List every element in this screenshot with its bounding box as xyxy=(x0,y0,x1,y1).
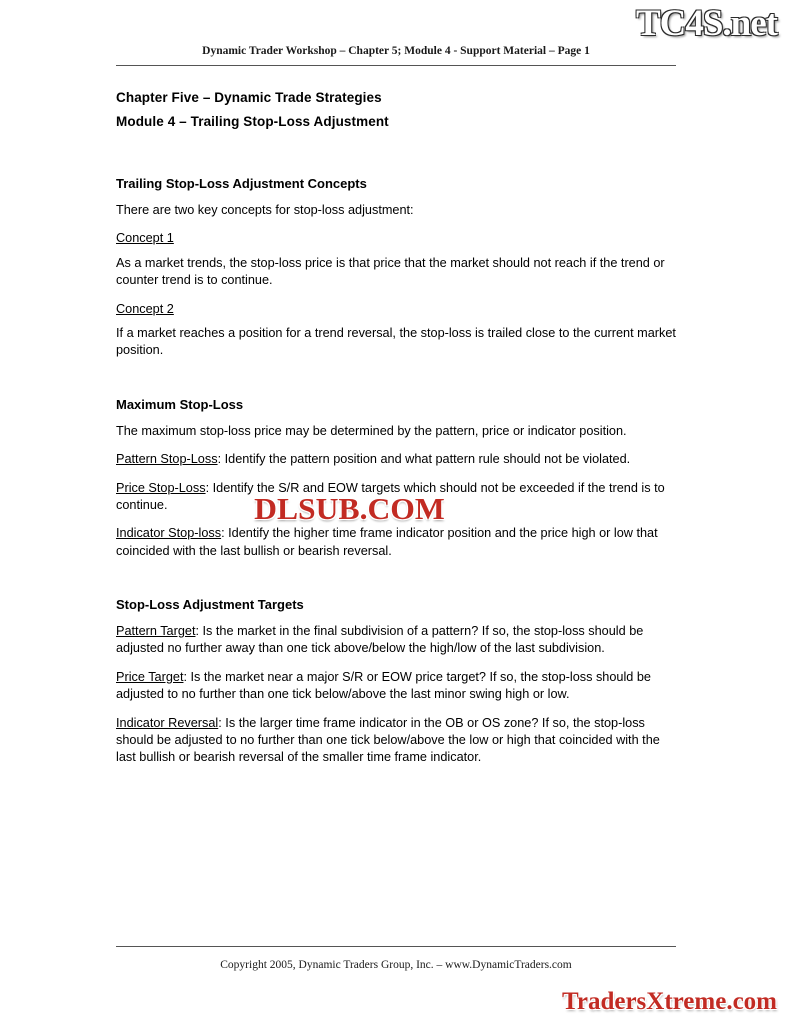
indicator-reversal-label: Indicator Reversal xyxy=(116,715,219,730)
pattern-target-label: Pattern Target xyxy=(116,624,196,639)
running-header: Dynamic Trader Workshop – Chapter 5; Module 4 - Support Material – Page 1 xyxy=(202,45,590,57)
footer-copyright: Copyright 2005, Dynamic Traders Group, Inc. – www.DynamicTraders.com xyxy=(220,959,572,971)
document-body xyxy=(116,90,676,778)
price-target-text: : Is the market near a major S/R or EOW price target? If so, the stop-loss should be adjusted to no further than one tick below/above the last minor swing high or low. xyxy=(116,669,651,702)
watermark-dlsub: DLSUB.COM xyxy=(254,491,445,526)
chapter-title: Chapter Five – Dynamic Trade Strategies xyxy=(116,90,382,105)
pattern-target-text: : Is the market in the final subdivision of a pattern? If so, the stop-loss should be adjusted no further away than one tick above/below the high/low of the last subdivision. xyxy=(116,624,644,656)
indicator-stop-loss-label: Indicator Stop-loss xyxy=(116,526,222,541)
indicator-reversal-text: : Is the larger time frame indicator in the OB or OS zone? If so, the stop-loss should be adjusted to no further than one tick below/above the low or high that coincided with the last bullish or bearish reversal of the smaller time frame indicator. xyxy=(116,715,660,765)
section-intro-concepts: There are two key concepts for stop-loss adjustment: xyxy=(116,203,414,217)
indicator-stop-loss-item xyxy=(116,525,676,560)
concept-1-text: As a market trends, the stop-loss price is that price that the market should not reach if the trend or counter trend is to continue. xyxy=(116,255,665,288)
header-divider xyxy=(116,65,676,66)
concept-2-label: Concept 2 xyxy=(116,301,174,316)
indicator-stop-loss-text: : Identify the higher time frame indicator position and the price high or low that coincided with the last bullish or bearish reversal. xyxy=(116,526,658,558)
indicator-reversal-item xyxy=(116,715,676,767)
concept-1-label: Concept 1 xyxy=(116,231,174,246)
section-intro-maximum-stop-loss: The maximum stop-loss price may be determined by the pattern, price or indicator position. xyxy=(116,423,627,438)
section-heading-concepts: Trailing Stop-Loss Adjustment Concepts xyxy=(116,176,367,191)
pattern-stop-loss-item xyxy=(116,451,676,468)
pattern-target-item xyxy=(116,623,676,658)
price-stop-loss-item xyxy=(116,480,676,515)
module-title: Module 4 – Trailing Stop-Loss Adjustment xyxy=(116,114,389,129)
footer-divider xyxy=(116,946,676,947)
spacer xyxy=(116,138,676,176)
pattern-stop-loss-label: Pattern Stop-Loss xyxy=(116,452,218,467)
pattern-stop-loss-text: : Identify the pattern position and what pattern rule should not be violated. xyxy=(217,452,631,467)
watermark-tc4s: TC4S.net xyxy=(635,3,777,44)
section-heading-maximum-stop-loss: Maximum Stop-Loss xyxy=(116,396,244,412)
section-heading-adjustment-targets: Stop-Loss Adjustment Targets xyxy=(116,597,304,613)
watermark-tradersxtreme: TradersXtreme.com xyxy=(562,988,777,1015)
price-stop-loss-text: : Identify the S/R and EOW targets which should not be exceeded if the trend is to continue. xyxy=(116,480,665,512)
price-target-label: Price Target xyxy=(116,669,184,684)
price-stop-loss-label: Price Stop-Loss xyxy=(116,480,206,495)
concept-2-text: If a market reaches a position for a trend reversal, the stop-loss is trailed close to the current market position. xyxy=(116,325,676,358)
spacer xyxy=(116,371,676,397)
price-target-item xyxy=(116,669,676,704)
spacer xyxy=(116,571,676,597)
